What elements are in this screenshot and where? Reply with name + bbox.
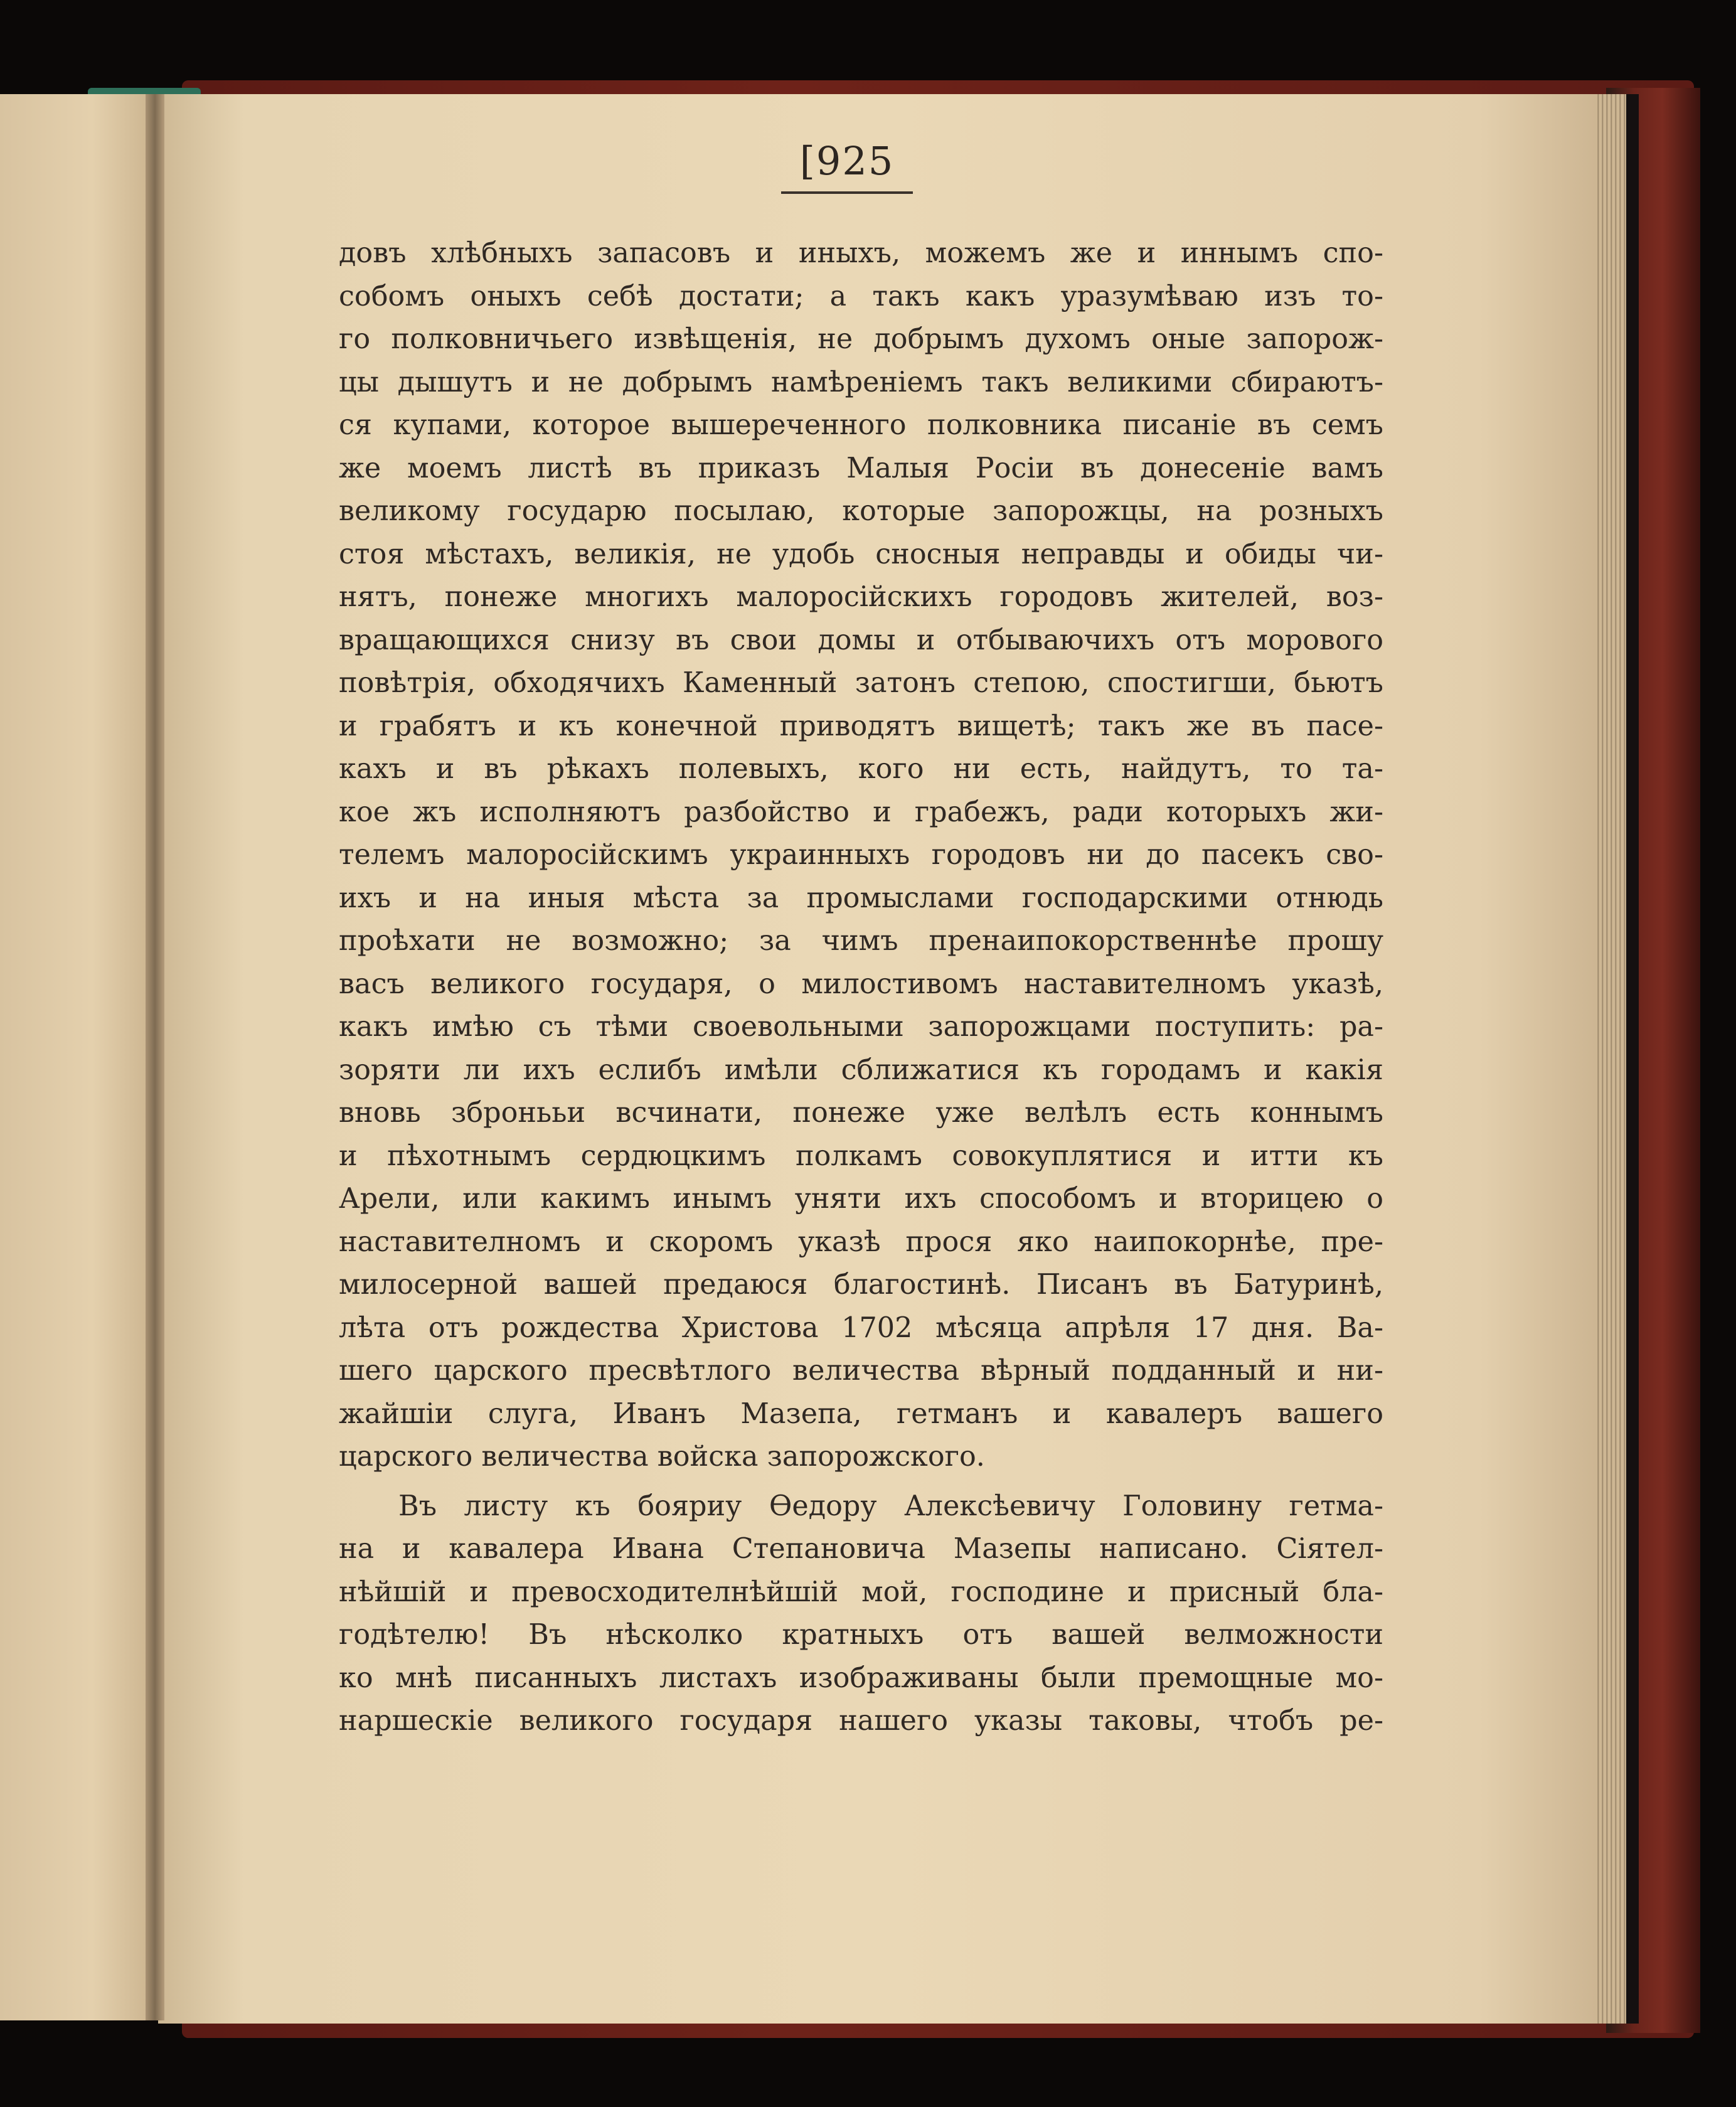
paragraph-gap (339, 1479, 1383, 1485)
page-number: [925 (799, 138, 895, 184)
text-line: шего царского пресвѣтлого величества вѣрный подданный и ни- (339, 1355, 1383, 1387)
text-line: и грабятъ и къ конечной приводятъ вищетѣ; такъ же въ пасе- (339, 710, 1383, 742)
text-line: го полковничьего извѣщенія, не добрымъ духомъ оные запорож- (339, 323, 1383, 355)
cover-shadow (1626, 94, 1639, 2024)
text-line: вновь збронььи всчинати, понеже уже велѣлъ есть коннымъ (339, 1097, 1383, 1129)
text-line: проѣхати не возможно; за чимъ пренаипокорственнѣе прошу (339, 925, 1383, 957)
text-line: кое жъ исполняютъ разбойство и грабежъ, ради которыхъ жи- (339, 796, 1383, 828)
text-line: же моемъ листѣ въ приказъ Малыя Росіи въ донесеніе вамъ (339, 452, 1383, 484)
text-line: васъ великого государя, о милостивомъ наставителномъ указѣ, (339, 968, 1383, 1000)
paragraph-1 (339, 232, 1383, 1479)
text-line: зоряти ли ихъ еслибъ имѣли сближатися къ городамъ и какія (339, 1054, 1383, 1086)
body-text (339, 232, 1383, 1743)
text-line: кахъ и въ рѣкахъ полевыхъ, кого ни есть, найдутъ, то та- (339, 753, 1383, 785)
text-line: повѣтрія, обходячихъ Каменный затонъ степою, спостигши, бьютъ (339, 667, 1383, 699)
text-line: милосерной вашей предаюся благостинѣ. Писанъ въ Батуринѣ, (339, 1269, 1383, 1301)
text-line: Въ листу къ бояриу Ѳедору Алексѣевичу Головину гетма- (398, 1490, 1383, 1522)
text-line: великому государю посылаю, которые запорожцы, на розныхъ (339, 495, 1383, 527)
text-line: вращающихся снизу въ свои домы и отбываючихъ отъ морового (339, 624, 1383, 656)
text-line: ко мнѣ писанныхъ листахъ изображиваны были премощные мо- (339, 1662, 1383, 1694)
page-number-rule (781, 191, 913, 194)
text-line: стоя мѣстахъ, великія, не удобь сносныя неправды и обиды чи- (339, 538, 1383, 570)
text-line: лѣта отъ рождества Христова 1702 мѣсяца апрѣля 17 дня. Ва- (339, 1311, 1383, 1344)
text-line: Арели, или какимъ инымъ уняти ихъ способомъ и вторицею о (339, 1183, 1383, 1215)
text-line: ихъ и на иныя мѣста за промыслами господарскими отнюдь (339, 882, 1383, 914)
text-line: ся купами, которое вышереченного полковника писаніе въ семъ (339, 409, 1383, 441)
text-line: нѣйшій и превосходителнѣйшій мой, господине и присный бла- (339, 1576, 1383, 1608)
page-edges (1595, 94, 1626, 2024)
text-line: наставителномъ и скоромъ указѣ прося яко наипокорнѣе, пре- (339, 1225, 1383, 1258)
text-line: собомъ оныхъ себѣ достати; а такъ какъ уразумѣваю изъ то- (339, 280, 1383, 312)
text-line: на и кавалера Ивана Степановича Мазепы написано. Сіятел- (339, 1533, 1383, 1565)
left-page (0, 94, 154, 2020)
text-line: какъ имѣю съ тѣми своевольными запорожцами поступить: ра- (339, 1011, 1383, 1043)
book-gutter (146, 94, 164, 2020)
text-line: годѣтелю! Въ нѣсколко кратныхъ отъ вашей велможности (339, 1619, 1383, 1651)
text-line: наршескіе великого государя нашего указы таковы, чтобъ ре- (339, 1705, 1383, 1737)
text-line: нятъ, понеже многихъ малоросійскихъ городовъ жителей, воз- (339, 581, 1383, 613)
text-line: царского величества войска запорожского. (339, 1441, 985, 1473)
text-line: цы дышутъ и не добрымъ намѣреніемъ такъ великими сбираютъ- (339, 366, 1383, 398)
paragraph-2 (339, 1485, 1383, 1743)
text-line: телемъ малоросійскимъ украинныхъ городовъ ни до пасекъ сво- (339, 839, 1383, 871)
text-line: и пѣхотнымъ сердюцкимъ полкамъ совокуплятися и итти къ (339, 1139, 1383, 1172)
text-line: довъ хлѣбныхъ запасовъ и иныхъ, можемъ же и иннымъ спо- (339, 237, 1383, 269)
text-line: жайшіи слуга, Иванъ Мазепа, гетманъ и кавалеръ вашего (339, 1397, 1383, 1430)
